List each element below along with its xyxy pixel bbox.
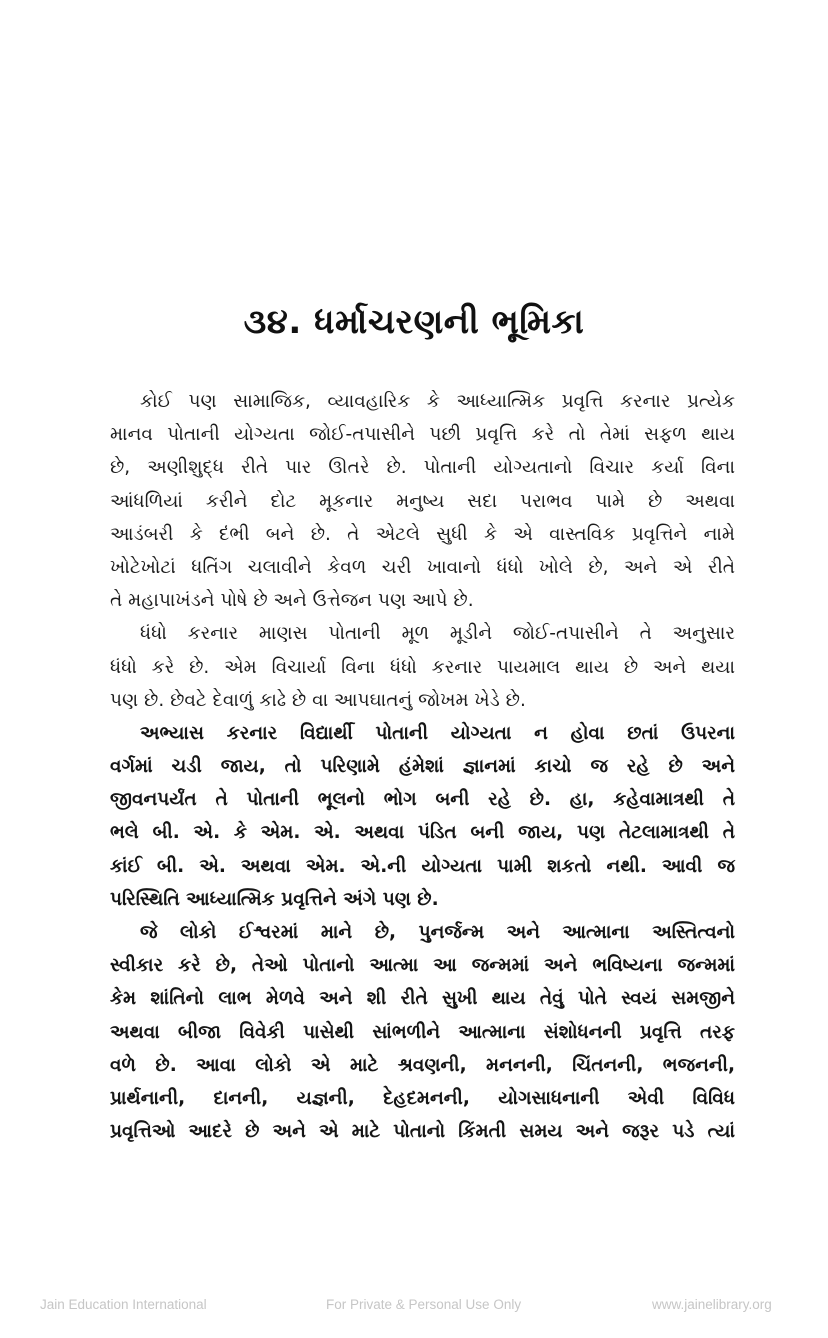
footer-website: www.jainelibrary.org: [652, 1297, 772, 1312]
body-text: [110, 385, 735, 1148]
text-line: વર્ગમાં ચડી જાય, તો પરિણામે હંમેશાં જ્ઞાનમાં કાચો જ રહે છે અને: [110, 756, 735, 778]
text-line: કોઈ પણ સામાજિક, વ્યાવહારિક કે આધ્યાત્મિક પ્રવૃત્તિ કરનાર પ્રત્યેક: [140, 391, 735, 412]
text-line: છે, અણીશુદ્ધ રીતે પાર ઊતરે છે. પોતાની યોગ્યતાનો વિચાર કર્યા વિના: [110, 457, 735, 479]
footer-usage-note: For Private & Personal Use Only: [326, 1297, 522, 1312]
text-line: જીવનપર્યંત તે પોતાની ભૂલનો ભોગ બની રહે છે. હા, કહેવામાત્રથી તે: [110, 789, 735, 811]
text-line: અભ્યાસ કરનાર વિદ્યાર્થી પોતાની યોગ્યતા ન હોવા છતાં ઉપરના: [140, 722, 735, 744]
text-line: આંધળિયાં કરીને દોટ મૂકનાર મનુષ્ય સદા પરાભવ પામે છે અથવા: [110, 490, 735, 512]
text-line: પ્રાર્થનાની, દાનની, યજ્ઞની, દેહદમનની, યોગસાધનાની એવી વિવિધ: [110, 1087, 735, 1109]
chapter-title: ૩૪. ધર્માચરણની ભૂમિકા: [243, 302, 585, 342]
text-line: પરિસ્થિતિ આધ્યાત્મિક પ્રવૃત્તિને અંગે પણ છે.: [110, 888, 439, 910]
text-line: માનવ પોતાની યોગ્યતા જોઈ-તપાસીને પછી પ્રવૃત્તિ કરે તો તેમાં સફળ થાય: [110, 424, 735, 446]
paragraph-4: [110, 916, 735, 1148]
text-line: સ્વીકાર કરે છે, તેઓ પોતાનો આત્મા આ જન્મમાં અને ભવિષ્યના જન્મમાં: [110, 955, 735, 977]
page-footer: [0, 1297, 828, 1317]
text-line: ભલે બી. એ. કે એમ. એ. અથવા પંડિત બની જાય, પણ તેટલામાત્રથી તે: [110, 822, 735, 844]
text-line: પણ છે. છેવટે દેવાળું કાઢે છે વા આપઘાતનું જોખમ ખેડે છે.: [110, 689, 526, 711]
text-line: વળે છે. આવા લોકો એ માટે શ્રવણની, મનનની, ચિંતનની, ભજનની,: [110, 1054, 735, 1076]
text-line: આડંબરી કે દંભી બને છે. તે એટલે સુધી કે એ વાસ્તવિક પ્રવૃત્તિને નામે: [110, 523, 735, 545]
paragraph-1: [110, 385, 735, 617]
text-line: અથવા બીજા વિવેકી પાસેથી સાંભળીને આત્માના સંશોધનની પ્રવૃત્તિ તરફ: [110, 1021, 735, 1043]
text-line: કાંઈ બી. એ. અથવા એમ. એ.ની યોગ્યતા પામી શકતો નથી. આવી જ: [110, 855, 735, 877]
text-line: જે લોકો ઈશ્વરમાં માને છે, પુનર્જન્મ અને આત્માના અસ્તિત્વનો: [140, 922, 735, 943]
paragraph-3: [110, 717, 735, 916]
text-line: પ્રવૃત્તિઓ આદરે છે અને એ માટે પોતાનો કિંમતી સમય અને જરૂર પડે ત્યાં: [110, 1121, 735, 1143]
text-line: ધંધો કરનાર માણસ પોતાની મૂળ મૂડીને જોઈ-તપાસીને તે અનુસાર: [140, 623, 735, 645]
text-line: ધંધો કરે છે. એમ વિચાર્યા વિના ધંધો કરનાર પાયમાલ થાય છે અને થયા: [110, 656, 735, 678]
footer-publisher: Jain Education International: [40, 1297, 207, 1312]
paragraph-2: [110, 617, 735, 717]
text-line: ખોટેખોટાં ધતિંગ ચલાવીને કેવળ ચરી ખાવાનો ધંધો ખોલે છે, અને એ રીતે: [110, 556, 735, 578]
text-line: તે મહાપાખંડને પોષે છે અને ઉત્તેજન પણ આપે છે.: [110, 590, 474, 612]
text-line: કેમ શાંતિનો લાભ મેળવે અને શી રીતે સુખી થાય તેવું પોતે સ્વયં સમજીને: [110, 988, 735, 1010]
